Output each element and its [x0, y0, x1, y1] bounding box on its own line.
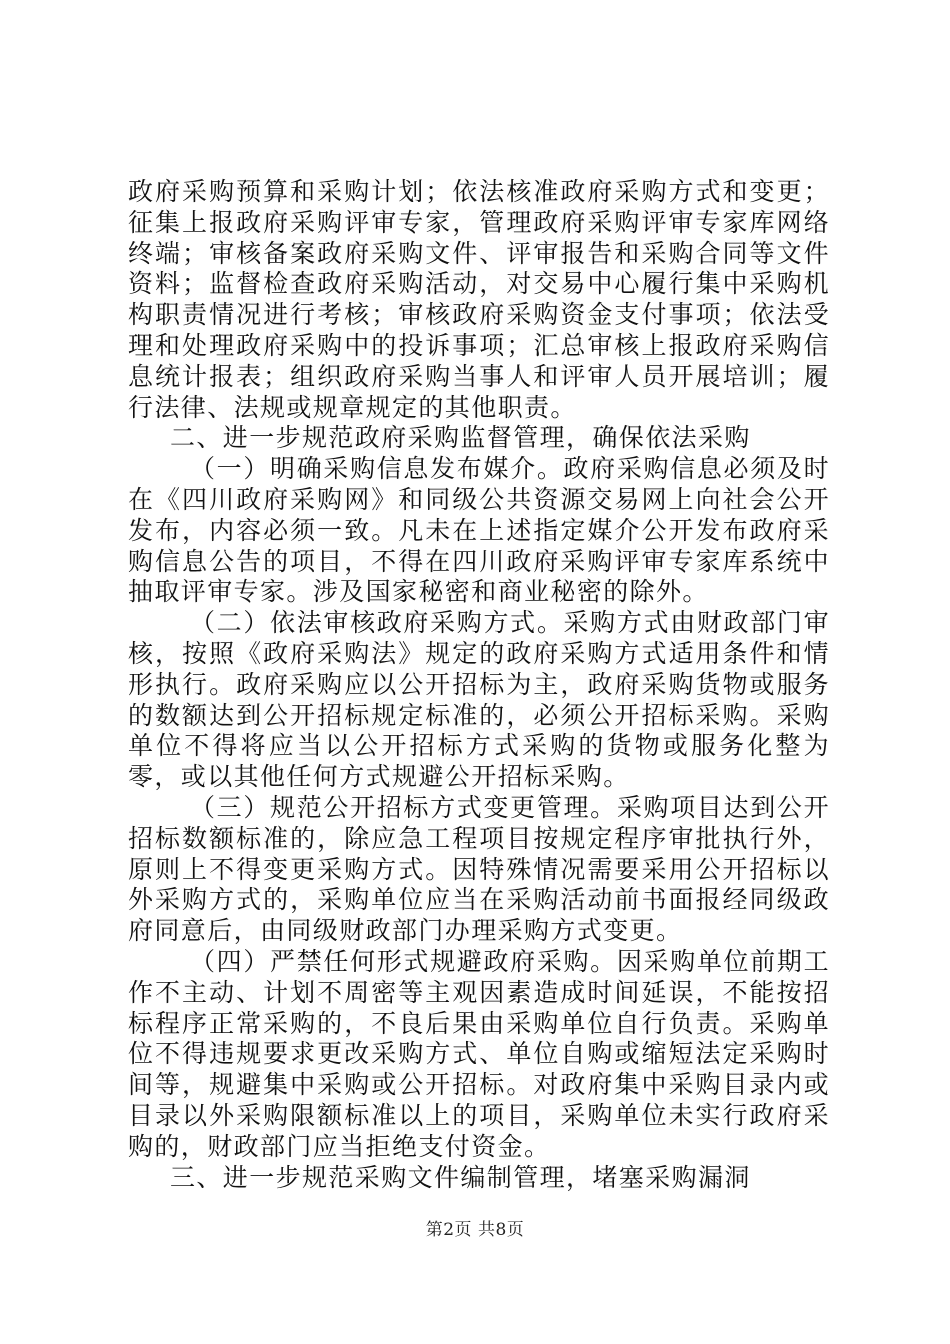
page-number-footer: 第2页 共8页	[425, 1220, 525, 1240]
section-heading-2: 二、进一步规范政府采购监督管理，确保依法采购	[170, 423, 751, 453]
paragraph-item-4: （四）严禁任何形式规避政府采购。因采购单位前期工作不主动、计划不周密等主观因素造成时间延误，不能按招标程序正常采购的，不良后果由采购单位自行负责。采购单位不得违规要求更改采购方式、单位自购或缩短法定采购时间等，规避集中采购或公开招标。对政府集中采购目录内或目录以外采购限额标准以上的项目，采购单位未实行政府采购的，财政部门应当拒绝支付资金。	[128, 946, 830, 1161]
paragraph-item-3: （三）规范公开招标方式变更管理。采购项目达到公开招标数额标准的，除应急工程项目按规定程序审批执行外，原则上不得变更采购方式。因特殊情况需要采用公开招标以外采购方式的，采购单位应当在采购活动前书面报经同级政府同意后，由同级财政部门办理采购方式变更。	[128, 792, 830, 946]
paragraph-item-2: （二）依法审核政府采购方式。采购方式由财政部门审核，按照《政府采购法》规定的政府采购方式适用条件和情形执行。政府采购应以公开招标为主，政府采购货物或服务的数额达到公开招标规定标准的，必须公开招标采购。采购单位不得将应当以公开招标方式采购的货物或服务化整为零，或以其他任何方式规避公开招标采购。	[128, 608, 830, 792]
paragraph-continued: 政府采购预算和采购计划；依法核准政府采购方式和变更；征集上报政府采购评审专家，管理政府采购评审专家库网络终端；审核备案政府采购文件、评审报告和采购合同等文件资料；监督检查政府采购活动，对交易中心履行集中采购机构职责情况进行考核；审核政府采购资金支付事项；依法受理和处理政府采购中的投诉事项；汇总审核上报政府采购信息统计报表；组织政府采购当事人和评审人员开展培训；履行法律、法规或规章规定的其他职责。	[128, 177, 830, 422]
section-heading-3: 三、进一步规范采购文件编制管理，堵塞采购漏洞	[170, 1162, 751, 1192]
paragraph-item-1: （一）明确采购信息发布媒介。政府采购信息必须及时在《四川政府采购网》和同级公共资源交易网上向社会公开发布，内容必须一致。凡未在上述指定媒介公开发布政府采购信息公告的项目，不得在四川政府采购评审专家库系统中抽取评审专家。涉及国家秘密和商业秘密的除外。	[128, 454, 830, 607]
document-body	[128, 177, 830, 1193]
